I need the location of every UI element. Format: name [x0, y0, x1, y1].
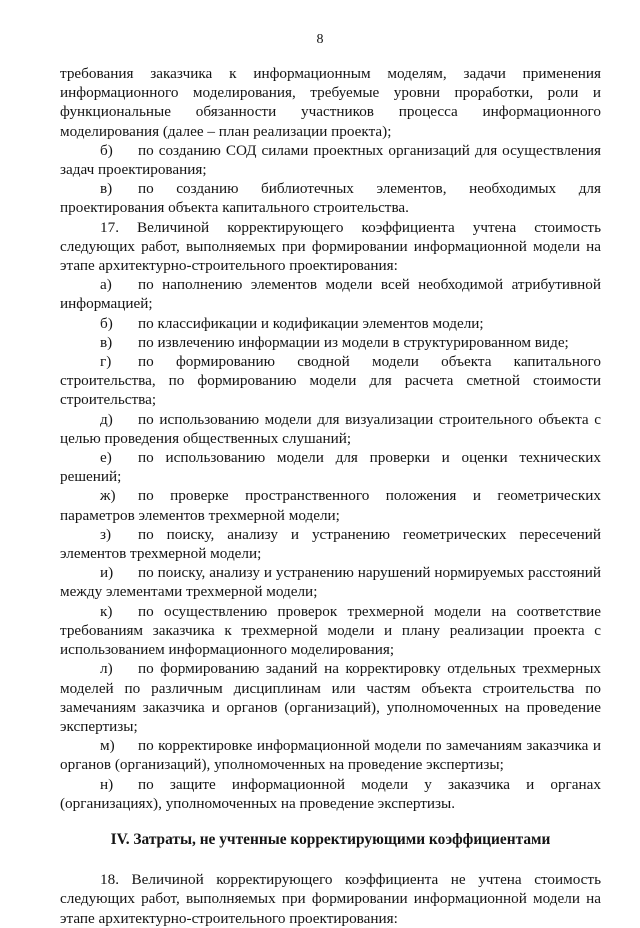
list-item	[60, 736, 601, 774]
item-marker: з)	[100, 525, 112, 543]
list-item	[60, 179, 601, 217]
item-marker: а)	[100, 276, 112, 294]
item-text: по формированию заданий на корректировку отдельных трехмерных моделей по различным дисциплинам или частям объекта строительства по замечаниям заказчика и органов (организаций), уполномоченных на проведение экспертизы;	[60, 660, 601, 735]
list-item	[60, 275, 601, 313]
item-text: по наполнению элементов модели всей необходимой атрибутивной информацией;	[60, 276, 601, 313]
item-marker: л)	[100, 660, 113, 678]
intro-continuation: требования заказчика к информационным моделям, задачи применения информационного моделирования, требуемые уровни проработки, роли и функциональные обязанности участников процесса информационного моделирования (далее – план реализации проекта);	[60, 65, 601, 140]
item-text: по созданию СОД силами проектных организаций для осуществления задач проектирования;	[60, 141, 601, 179]
item-text: по использованию модели для визуализации строительного объекта с целью проведения общественных слушаний;	[60, 410, 601, 447]
item-text: по поиску, анализу и устранению нарушений нормируемых расстояний между элементами трехмерной модели;	[60, 564, 601, 601]
clause-18-intro: 18. Величиной корректирующего коэффициента не учтена стоимость следующих работ, выполняемых при формировании информационной модели на этапе архитектурно-строительного проектирования:	[60, 871, 601, 927]
item-text: по использованию модели для проверки и оценки технических решений;	[60, 449, 601, 486]
page-number: 8	[316, 32, 324, 47]
item-marker: и)	[100, 564, 114, 582]
list-item	[60, 141, 601, 179]
list-item	[60, 602, 601, 660]
item-marker: б)	[100, 314, 113, 332]
item-marker: е)	[100, 449, 112, 467]
list-item	[60, 314, 601, 333]
item-marker: г)	[100, 353, 112, 371]
item-marker: б)	[100, 141, 113, 159]
item-marker: в)	[100, 180, 113, 198]
list-item	[60, 775, 601, 813]
list-item	[60, 486, 601, 524]
item-marker: м)	[100, 737, 115, 755]
list-item	[60, 448, 601, 486]
item-text: по корректировке информационной модели по замечаниям заказчика и органов (организаций), уполномоченных на проведение экспертизы;	[60, 737, 601, 774]
item-text: по осуществлению проверок трехмерной модели на соответствие требованиям заказчика к трехмерной модели и плану реализации проекта с использованием информационного моделирования;	[60, 602, 601, 659]
item-marker: ж)	[100, 487, 116, 505]
section-heading: IV. Затраты, не учтенные корректирующими коэффициентами	[110, 830, 551, 848]
item-text: по классификации и кодификации элементов модели;	[138, 314, 484, 332]
item-marker: в)	[100, 333, 113, 351]
item-marker: д)	[100, 410, 113, 428]
document-body	[60, 64, 601, 928]
list-item	[60, 333, 601, 352]
list-item	[60, 352, 601, 410]
item-marker: н)	[100, 775, 114, 793]
list-item	[60, 525, 601, 563]
item-text: по поиску, анализу и устранению геометрических пересечений элементов трехмерной модели;	[60, 525, 601, 563]
item-text: по защите информационной модели у заказчика и органах (организациях), уполномоченных на проведение экспертизы.	[60, 775, 601, 812]
item-text: по формированию сводной модели объекта капитального строительства, по формированию модели для расчета сметной стоимости строительства;	[60, 353, 601, 409]
list-item	[60, 563, 601, 601]
item-marker: к)	[100, 602, 113, 620]
item-text: по извлечению информации из модели в структурированном виде;	[138, 333, 569, 351]
item-text: по проверке пространственного положения и геометрических параметров элементов трехмерной модели;	[60, 487, 601, 524]
clause-17-intro: 17. Величиной корректирующего коэффициента учтена стоимость следующих работ, выполняемых при формировании информационной модели на этапе архитектурно-строительного проектирования:	[60, 218, 601, 275]
list-item	[60, 659, 601, 736]
list-item	[60, 410, 601, 448]
item-text: по созданию библиотечных элементов, необходимых для проектирования объекта капитального строительства.	[60, 180, 601, 217]
